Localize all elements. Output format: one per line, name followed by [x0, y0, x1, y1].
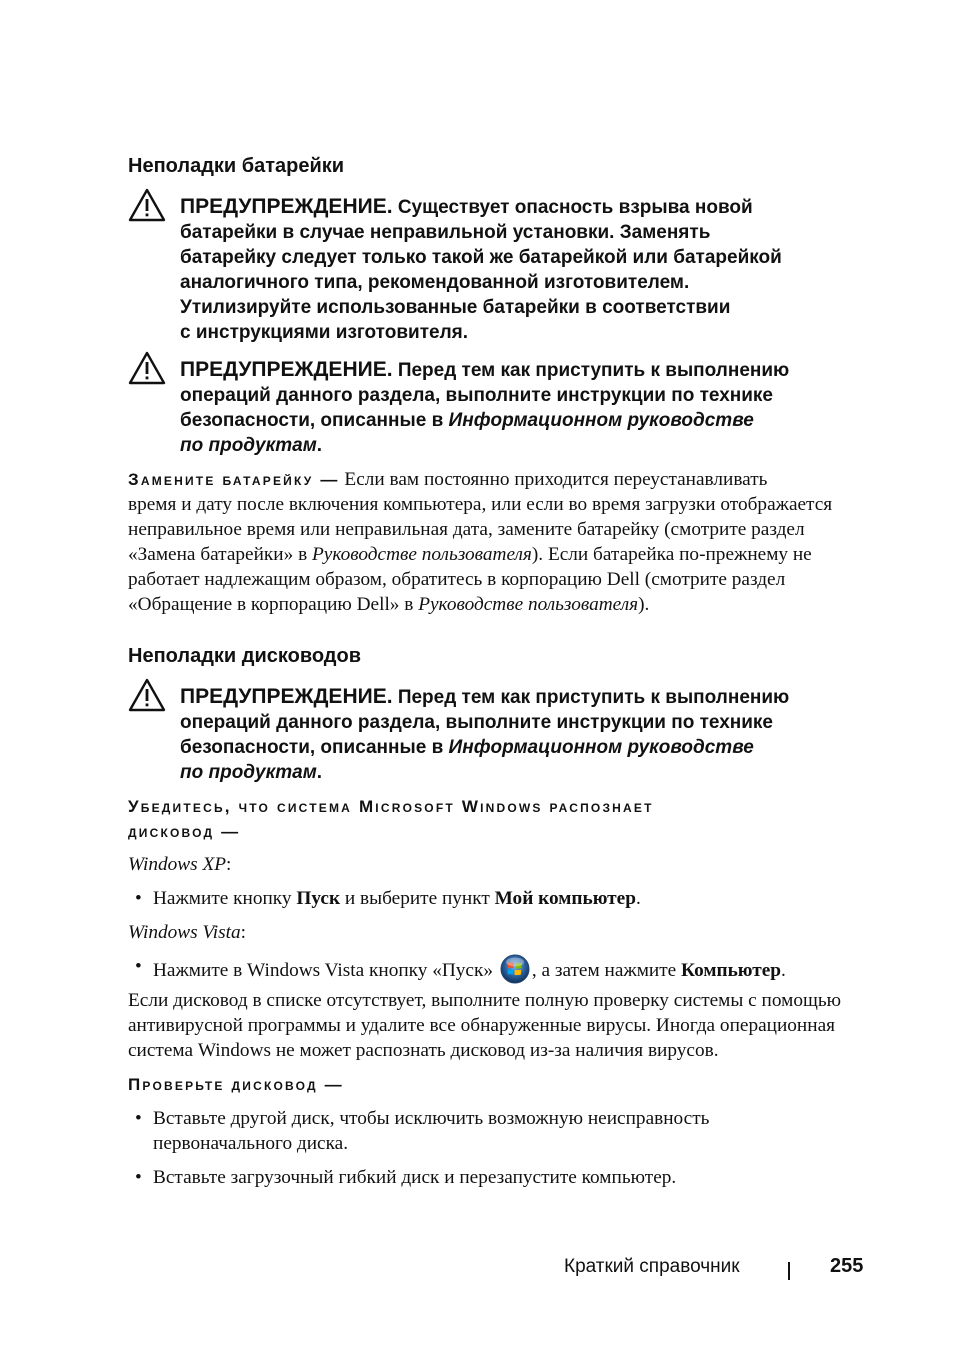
warning-text: операций данного раздела, выполните инструкции по технике	[180, 712, 773, 733]
list-item-text: Вставьте другой диск, чтобы исключить возможную неисправность	[153, 1108, 710, 1129]
paragraph-text: время и дату после включения компьютера, или если во время загрузки отображается	[128, 494, 833, 515]
list-item	[135, 1106, 855, 1156]
page-footer	[564, 1256, 864, 1282]
paragraph-text: неправильное время или неправильная дата, замените батарейку (смотрите раздел	[128, 519, 805, 540]
os-windows-xp	[128, 852, 231, 877]
page-number: 255	[830, 1255, 864, 1277]
warning-text: Перед тем как приступить к выполнению	[392, 687, 790, 708]
os-name: Windows XP	[128, 854, 227, 875]
doc-reference: Руководстве пользователя	[418, 594, 639, 615]
os-windows-vista	[128, 920, 246, 945]
replace-battery-label: Замените батарейку —	[128, 470, 340, 489]
bullet-dot: •	[135, 1167, 142, 1188]
paragraph-text: Если вам постоянно приходится переустанавливать	[339, 469, 768, 490]
warning-text: Существует опасность взрыва новой	[392, 197, 753, 218]
paragraph-text: работает надлежащим образом, обратитесь в корпорацию Dell (смотрите раздел	[128, 569, 786, 590]
warning-label: ПРЕДУПРЕЖДЕНИЕ.	[180, 358, 393, 381]
warning-text: Утилизируйте использованные батарейки в соответствии	[180, 297, 731, 318]
warning-doc-reference: Информационном руководстве	[448, 737, 754, 758]
warning-triangle-icon	[128, 351, 166, 385]
footer-separator	[788, 1262, 790, 1280]
check-drive-label: Проверьте дисковод —	[128, 1075, 344, 1094]
ui-term: Мой компьютер	[494, 888, 636, 909]
list-item	[135, 954, 855, 984]
warning-safety	[128, 357, 858, 458]
paragraph-text: Если дисковод в списке отсутствует, выполните полную проверку системы с помощью	[128, 990, 842, 1011]
ui-term: Пуск	[296, 888, 341, 909]
warning-label: ПРЕДУПРЕЖДЕНИЕ.	[180, 195, 393, 218]
paragraph-text: «Обращение в корпорацию Dell» в	[128, 594, 419, 615]
os-colon: :	[226, 854, 232, 875]
label-line: дисковод —	[128, 822, 241, 841]
list-item	[135, 1165, 855, 1190]
label-line: Убедитесь, что система Microsoft Windows распознает	[128, 797, 654, 816]
warning-safety-drives	[128, 684, 858, 785]
warning-text: Перед тем как приступить к выполнению	[392, 360, 790, 381]
bullet-dot: •	[135, 956, 142, 977]
list-item-text: , а затем нажмите	[531, 960, 682, 981]
paragraph-text: антивирусной программы и удалите все обнаруженные вирусы. Иногда операционная	[128, 1015, 835, 1036]
list-item-text: первоначального диска.	[153, 1133, 349, 1154]
warning-text: аналогичного типа, рекомендованной изготовителем.	[180, 272, 690, 293]
windows-vista-start-orb-icon	[500, 954, 530, 984]
warning-doc-reference: по продуктам	[180, 762, 317, 783]
warning-text: с инструкциями изготовителя.	[180, 322, 469, 343]
footer-title: Краткий справочник	[564, 1256, 740, 1277]
warning-text: .	[316, 762, 323, 783]
warning-text: операций данного раздела, выполните инструкции по технике	[180, 385, 773, 406]
doc-reference: Руководстве пользователя	[312, 544, 532, 565]
os-colon: :	[240, 922, 247, 943]
list-item-text: Вставьте загрузочный гибкий диск и перезапустите компьютер.	[153, 1167, 677, 1188]
warning-label: ПРЕДУПРЕЖДЕНИЕ.	[180, 685, 393, 708]
bullet-dot: •	[135, 1108, 142, 1129]
list-item	[135, 886, 855, 911]
warning-text: .	[316, 435, 323, 456]
list-item-text: .	[635, 888, 641, 909]
warning-text: безопасности, описанные в	[180, 737, 449, 758]
paragraph-text: ). Если батарейка по-прежнему не	[531, 544, 812, 565]
virus-paragraph	[128, 988, 858, 1063]
list-item-text: .	[781, 960, 786, 981]
ui-term: Компьютер	[681, 960, 782, 981]
warning-triangle-icon	[128, 188, 166, 222]
ensure-windows-label	[128, 794, 858, 844]
warning-doc-reference: по продуктам	[180, 435, 317, 456]
os-name: Windows Vista	[128, 922, 241, 943]
list-item-text: и выберите пункт	[340, 888, 495, 909]
warning-triangle-icon	[128, 678, 166, 712]
warning-text: безопасности, описанные в	[180, 410, 449, 431]
bullet-dot: •	[135, 888, 142, 909]
paragraph-text: «Замена батарейки» в	[128, 544, 312, 565]
section-heading-battery: Неполадки батарейки	[128, 155, 345, 177]
warning-text: батарейки в случае неправильной установки. Заменять	[180, 222, 711, 243]
paragraph-text: ).	[638, 594, 650, 615]
list-item-text: Нажмите в Windows Vista кнопку «Пуск»	[153, 960, 498, 981]
list-item-text: Нажмите кнопку	[153, 888, 297, 909]
warning-battery	[128, 194, 858, 345]
warning-doc-reference: Информационном руководстве	[448, 410, 754, 431]
replace-battery-paragraph	[128, 467, 858, 617]
section-heading-drives: Неполадки дисководов	[128, 645, 362, 667]
paragraph-text: система Windows не может распознать дисковод из-за наличия вирусов.	[128, 1040, 719, 1061]
warning-text: батарейку следует только такой же батарейкой или батарейкой	[180, 247, 782, 268]
